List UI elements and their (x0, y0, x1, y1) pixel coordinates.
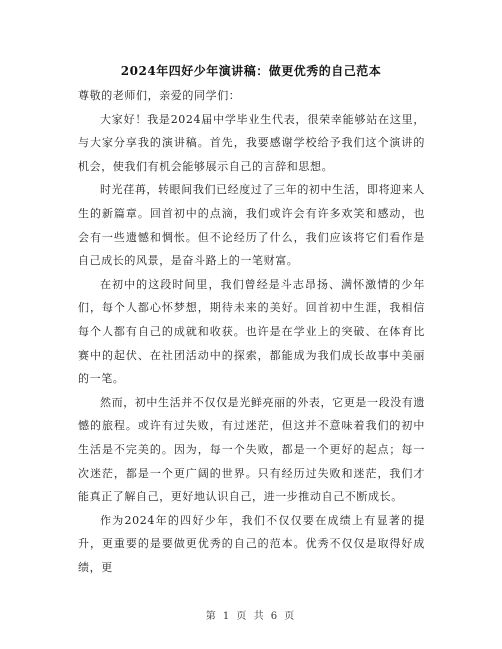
greeting-line: 尊敬的老师们，亲爱的同学们： (78, 89, 241, 102)
paragraph-1: 大家好！我是2024届中学毕业生代表，很荣幸能够站在这里，与大家分享我的演讲稿。首先，我要感谢学校给予我们这个演讲的机会，使我们有机会能够展示自己的言辞和思想。 (78, 112, 425, 173)
paragraph-2: 时光荏苒，转眼间我们已经度过了三年的初中生活，即将迎来人生的新篇章。回首初中的点滴，我们或许会有许多欢笑和感动，也会有一些遗憾和惆怅。但不论经历了什么，我们应该将它们看作是自己成长的风景，是奋斗路上的一笔财富。 (78, 183, 425, 268)
document-body (78, 84, 425, 579)
paragraph-4: 然而，初中生活并不仅仅是光鲜亮丽的外表，它更是一段没有遗憾的旅程。或许有过失败，有过迷茫，但这并不意味着我们的初中生活是不完美的。因为，每一个失败，都是一个更好的起点；每一次迷茫，都是一个更广阔的世界。只有经历过失败和迷茫，我们才能真正了解自己，更好地认识自己，进一步推动自己不断成长。 (78, 395, 425, 504)
paragraph-3: 在初中的这段时间里，我们曾经是斗志昂扬、满怀激情的少年们，每个人都心怀梦想，期待未来的美好。回首初中生涯，我相信每个人都有自己的成就和收获。也许是在学业上的突破、在体育比赛中的起伏、在社团活动中的探索，都能成为我们成长故事中美丽的一笔。 (78, 277, 425, 386)
paragraph-5: 作为2024年的四好少年，我们不仅仅要在成绩上有显著的提升，更重要的是要做更优秀的自己的范本。优秀不仅仅是取得好成绩，更 (78, 513, 425, 574)
page-number-footer: 第 1 页 共 6 页 (205, 611, 297, 622)
document-title: 2024年四好少年演讲稿：做更优秀的自己范本 (120, 64, 382, 78)
